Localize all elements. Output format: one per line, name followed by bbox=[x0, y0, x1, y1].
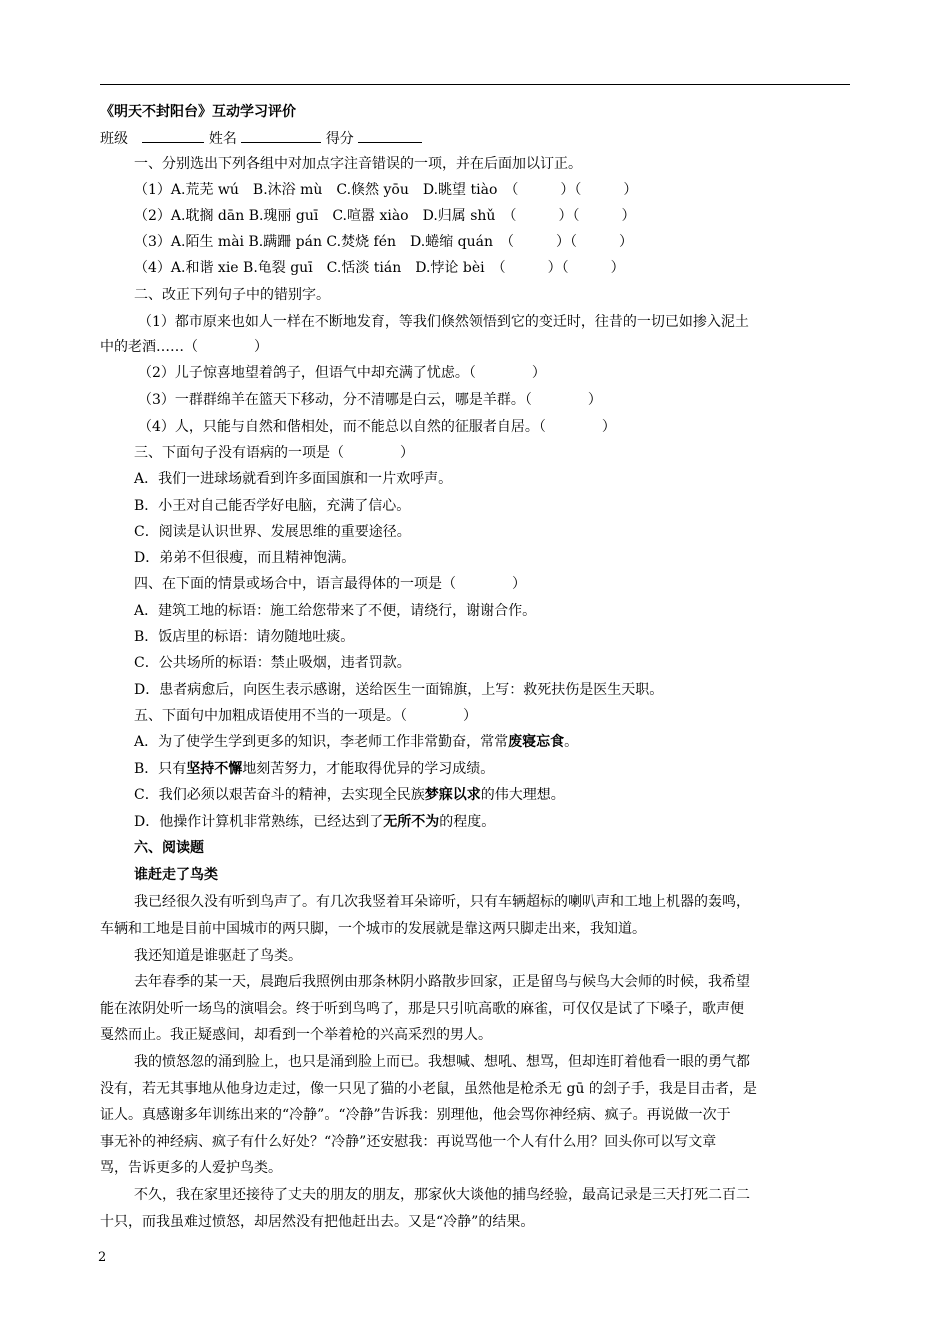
s5-option-c: C．我们必须以艰苦奋斗的精神，去实现全民族梦寐以求的伟大理想。 bbox=[134, 787, 565, 803]
passage-title: 谁赶走了鸟类 bbox=[134, 867, 218, 883]
s4-option: A．建筑工地的标语：施工给您带来了不便，请绕行，谢谢合作。 bbox=[134, 603, 537, 619]
bold-idiom: 坚持不懈 bbox=[186, 761, 243, 777]
name-field[interactable] bbox=[241, 129, 321, 143]
passage-line: 事无补的神经病、疯子有什么好处？“冷静”还安慰我：再说骂他一个人有什么用？回头你可以写文章 bbox=[100, 1134, 717, 1150]
section-1-heading: 一、分别选出下列各组中对加点字注音错误的一项，并在后面加以订正。 bbox=[134, 156, 582, 172]
score-label: 得分 bbox=[325, 131, 354, 147]
section-3-heading: 三、下面句子没有语病的一项是（ ） bbox=[134, 445, 414, 461]
header-rule bbox=[100, 84, 850, 85]
passage-line: 没有，若无其事地从他身边走过，像一只见了猫的小老鼠，虽然他是枪杀无 gū 的刽子手，我是目击者，是 bbox=[100, 1081, 757, 1097]
s4-option: B．饭店里的标语：请勿随地吐痰。 bbox=[134, 629, 355, 645]
passage-line: 车辆和工地是目前中国城市的两只脚，一个城市的发展就是靠这两只脚走出来，我知道。 bbox=[100, 921, 646, 937]
score-field[interactable] bbox=[358, 129, 422, 143]
class-field[interactable] bbox=[142, 129, 204, 143]
s5-option-a: A．为了使学生学到更多的知识，李老师工作非常勤奋，常常废寝忘食。 bbox=[134, 734, 579, 750]
passage-line: 能在浓阴处听一场鸟的演唱会。终于听到鸟鸣了，那是只引吭高歌的麻雀，可仅仅是试了下嗓子，歌声便 bbox=[100, 1001, 744, 1017]
s3-option: A．我们一进球场就看到许多面国旗和一片欢呼声。 bbox=[134, 471, 453, 487]
bold-idiom: 梦寐以求 bbox=[424, 787, 481, 803]
passage-line: 我已经很久没有听到鸟声了。有几次我竖着耳朵谛听，只有车辆超标的喇叭声和工地上机器的轰鸣， bbox=[134, 894, 750, 910]
info-row bbox=[100, 129, 422, 148]
s2-item: （1）都市原来也如人一样在不断地发育，等我们倏然领悟到它的变迁时，往昔的一切已如掺入泥土 bbox=[138, 314, 749, 330]
s2-item: （4）人，只能与自然和偕相处，而不能总以自然的征服者自居。（ ） bbox=[138, 419, 616, 435]
passage-line: 骂，告诉更多的人爱护鸟类。 bbox=[100, 1160, 282, 1176]
s2-item-continuation: 中的老酒……（ ） bbox=[100, 339, 268, 355]
section-5-heading: 五、下面句中加粗成语使用不当的一项是。（ ） bbox=[134, 708, 477, 724]
s4-option: C．公共场所的标语：禁止吸烟，违者罚款。 bbox=[134, 655, 411, 671]
page-title: 《明天不封阳台》互动学习评价 bbox=[100, 104, 296, 120]
section-4-heading: 四、在下面的情景或场合中，语言最得体的一项是（ ） bbox=[134, 576, 526, 592]
s5-option-b: B．只有坚持不懈地刻苦努力，才能取得优异的学习成绩。 bbox=[134, 761, 495, 777]
s3-option: B．小王对自己能否学好电脑，充满了信心。 bbox=[134, 498, 411, 514]
page-number: 2 bbox=[98, 1250, 107, 1265]
s3-option: C．阅读是认识世界、发展思维的重要途径。 bbox=[134, 524, 411, 540]
passage-line: 去年春季的某一天，晨跑后我照例由那条林阴小路散步回家，正是留鸟与候鸟大会师的时候，我希望 bbox=[134, 974, 750, 990]
class-label: 班级 bbox=[100, 131, 128, 147]
section-6-heading: 六、阅读题 bbox=[134, 840, 204, 856]
passage-line: 证人。真感谢多年训练出来的“冷静”。“冷静”告诉我：别理他，他会骂你神经病、疯子。再说做一次于 bbox=[100, 1107, 731, 1123]
passage-line: 我还知道是谁驱赶了鸟类。 bbox=[134, 948, 302, 964]
s4-option: D．患者病愈后，向医生表示感谢，送给医生一面锦旗，上写：救死扶伤是医生天职。 bbox=[134, 682, 664, 698]
name-label: 姓名 bbox=[208, 131, 237, 147]
bold-idiom: 废寝忘食 bbox=[508, 734, 565, 750]
section-2-heading: 二、改正下列句子中的错别字。 bbox=[134, 287, 330, 303]
bold-idiom: 无所不为 bbox=[383, 814, 440, 830]
s1-item: （3）A.陌生 mài B.蹒跚 pán C.焚烧 fén D.蜷缩 quán （ ）（ ） bbox=[134, 234, 633, 250]
s1-item: （2）A.耽搁 dān B.瑰丽 guī C.喧嚣 xiào D.归属 shǔ （ ）（ ） bbox=[134, 208, 636, 224]
passage-line: 我的愤怒忽的涌到脸上，也只是涌到脸上而已。我想喊、想吼、想骂，但却连盯着他看一眼的勇气都 bbox=[134, 1054, 750, 1070]
passage-line: 不久，我在家里还接待了丈夫的朋友的朋友，那家伙大谈他的捕鸟经验，最高记录是三天打死二百二 bbox=[134, 1187, 750, 1203]
s2-item: （2）儿子惊喜地望着鸽子，但语气中却充满了忧虑。（ ） bbox=[138, 365, 546, 381]
s1-item: （4）A.和谐 xie B.龟裂 guī C.恬淡 tián D.悖论 bèi （ ）（ ） bbox=[134, 260, 625, 276]
s1-item: （1）A.荒芜 wú B.沐浴 mù C.倏然 yōu D.眺望 tiào （ ）（ ） bbox=[134, 182, 638, 198]
s2-item: （3）一群群绵羊在篮天下移动，分不清哪是白云，哪是羊群。（ ） bbox=[138, 392, 602, 408]
s5-option-d: D．他操作计算机非常熟练，已经达到了无所不为的程度。 bbox=[134, 814, 496, 830]
passage-line: 戛然而止。我正疑惑间，却看到一个举着枪的兴高采烈的男人。 bbox=[100, 1027, 492, 1043]
passage-line: 十只，而我虽难过愤怒，却居然没有把他赶出去。又是“冷静”的结果。 bbox=[100, 1214, 535, 1230]
s3-option: D．弟弟不但很瘦，而且精神饱满。 bbox=[134, 550, 356, 566]
